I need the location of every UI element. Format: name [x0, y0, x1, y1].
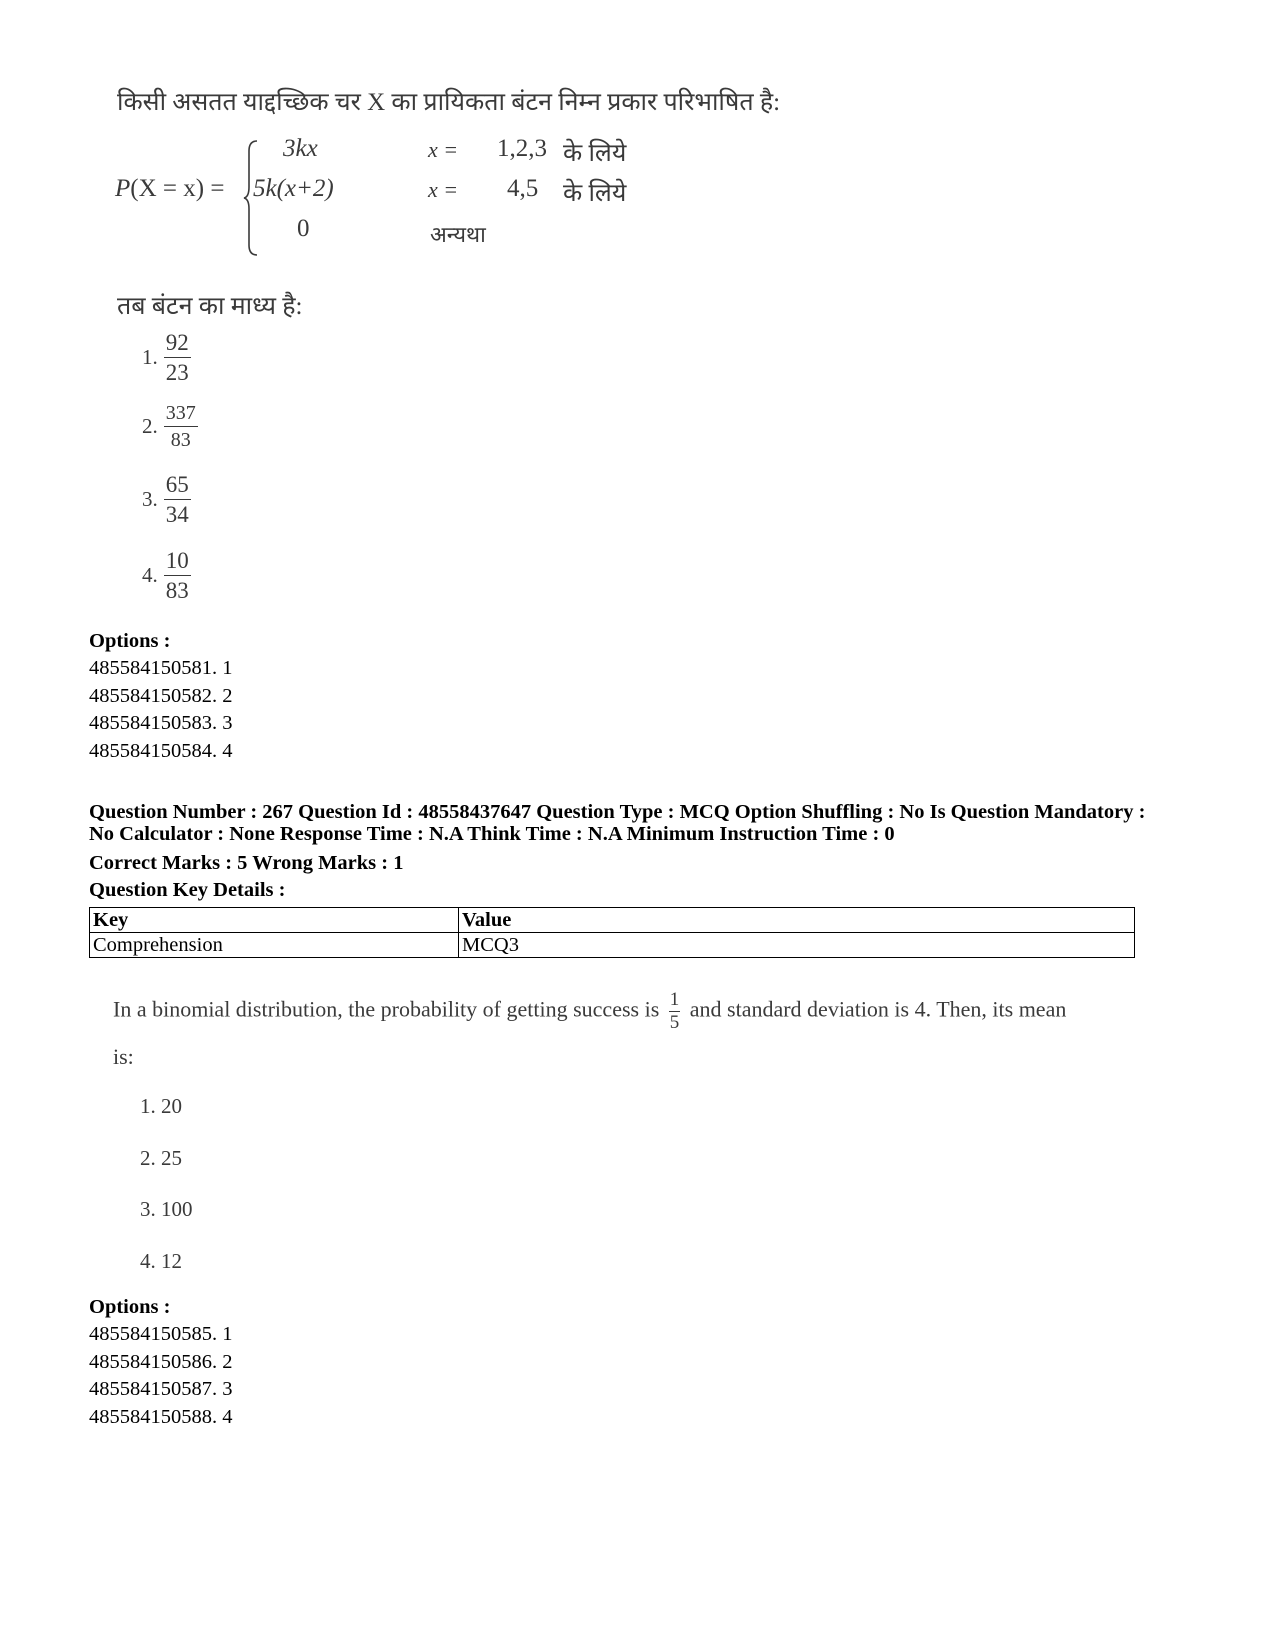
- q2-option-2: 485584150586. 2: [89, 1350, 233, 1373]
- q2-options-label: Options :: [89, 1296, 171, 1318]
- q2-key-details-label: Question Key Details :: [89, 879, 286, 901]
- q2-answer-2: 2. 25: [140, 1146, 182, 1170]
- q1-formula-p: P: [115, 175, 131, 202]
- q1-options-label: Options :: [89, 630, 171, 652]
- q1-answer-4-index: 4.: [142, 563, 158, 588]
- q2-answer-4: 4. 12: [140, 1249, 182, 1273]
- q1-option-1: 485584150581. 1: [89, 657, 233, 679]
- q1-intro-text: किसी असतत याद्दच्छिक चर X का प्रायिकता बंटन निम्न प्रकार परिभाषित है:: [117, 89, 781, 116]
- table-header-row: [90, 908, 1135, 933]
- q1-options-list: [89, 655, 233, 765]
- q1-option-2: 485584150582. 2: [89, 684, 233, 707]
- q1-formula-lhs-body: (X = x) =: [130, 175, 225, 202]
- q1-answer-3: [142, 472, 191, 528]
- q1-case-1-expr: 3kx: [283, 135, 318, 162]
- q1-answer-3-num: 65: [164, 472, 191, 500]
- q1-answer-3-index: 3.: [142, 487, 158, 512]
- q1-answer-4-num: 10: [164, 548, 191, 576]
- q2-text-before: In a binomial distribution, the probability of getting success is: [113, 996, 660, 1022]
- q1-answer-2: [142, 402, 198, 451]
- q1-answer-2-index: 2.: [142, 414, 158, 438]
- q2-option-3: 485584150587. 3: [89, 1378, 233, 1400]
- q2-text-after: and standard deviation is 4. Then, its mean: [689, 996, 1067, 1022]
- q2-meta-line-1: Question Number : 267 Question Id : 48558437647 Question Type : MCQ Option Shuffling : No Is Question Mandatory :: [89, 801, 1146, 823]
- q2-meta-line-2: No Calculator : None Response Time : N.A Think Time : N.A Minimum Instruction Time : 0: [89, 823, 895, 845]
- q1-case-1-label: के लिये: [563, 140, 627, 167]
- table-header-value: Value: [459, 908, 1135, 933]
- q1-case-1-var: x =: [428, 137, 459, 162]
- q2-option-4: 485584150588. 4: [89, 1405, 233, 1428]
- q1-answer-2-den: 83: [170, 429, 191, 451]
- q2-question-text-line-2: is:: [113, 1044, 134, 1069]
- table-cell-value: MCQ3: [459, 933, 1135, 958]
- q1-case-2-expr: 5k(x+2): [253, 175, 334, 202]
- q2-answer-3: 3. 100: [140, 1197, 193, 1221]
- q1-case-2-vals: 4,5: [507, 175, 539, 202]
- q1-answer-2-num: 337: [164, 402, 198, 427]
- q2-frac-num: 1: [669, 989, 680, 1010]
- table-header-key: Key: [90, 908, 459, 933]
- q1-formula: [115, 135, 735, 265]
- q1-case-2-var: x =: [428, 177, 459, 202]
- table-cell-key: Comprehension: [90, 933, 459, 958]
- q2-answer-1: 1. 20: [140, 1094, 182, 1118]
- q1-answer-1: [142, 330, 191, 386]
- q1-option-4: 485584150584. 4: [89, 739, 233, 762]
- q1-answer-4: [142, 548, 191, 604]
- q1-answer-1-num: 92: [164, 330, 191, 358]
- q2-options-list: [89, 1321, 233, 1431]
- q1-answer-3-den: 34: [165, 502, 189, 528]
- q1-option-3: 485584150583. 3: [89, 712, 233, 734]
- q1-answer-1-index: 1.: [142, 345, 158, 370]
- table-row: [90, 933, 1135, 958]
- q1-case-1-vals: 1,2,3: [497, 135, 547, 162]
- q2-option-1: 485584150585. 1: [89, 1323, 233, 1345]
- q1-case-2-label: के लिये: [563, 180, 627, 207]
- q2-key-table: [89, 907, 1135, 958]
- q1-answer-4-den: 83: [165, 578, 189, 604]
- q2-frac-den: 5: [669, 1011, 680, 1033]
- q1-question-tail: तब बंटन का माध्य है:: [117, 293, 303, 320]
- q2-question-text: [113, 990, 1113, 1033]
- q2-meta: [89, 801, 1145, 845]
- q2-marks: Correct Marks : 5 Wrong Marks : 1: [89, 852, 404, 874]
- q1-formula-lhs: [115, 175, 224, 203]
- q1-case-3-label: अन्यथा: [430, 222, 486, 247]
- q1-case-3-expr: 0: [297, 215, 310, 242]
- q1-answer-1-den: 23: [165, 360, 189, 386]
